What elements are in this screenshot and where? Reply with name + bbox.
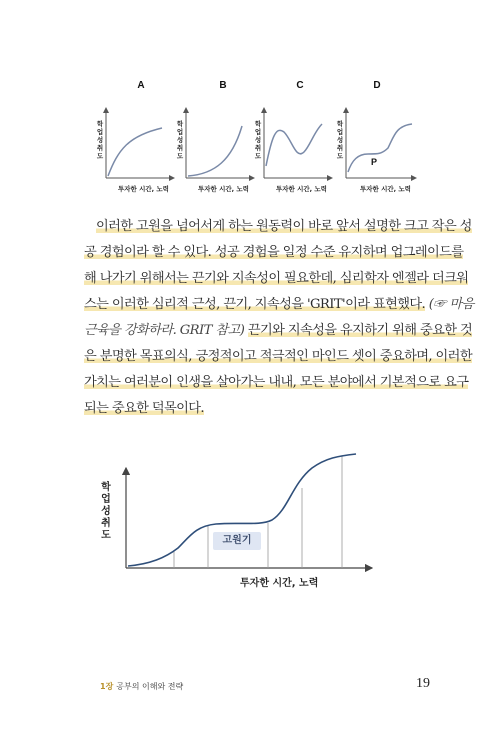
text-line-7-content: 가치는 여러분이 인생을 살아가는 내내, 모든 분야에서 기본적으로 요구 bbox=[84, 375, 469, 390]
mini-chart-d-ylabel: 학업성취도 bbox=[336, 120, 344, 160]
text-line-1 bbox=[84, 214, 472, 240]
mini-chart-d-letter: D bbox=[373, 80, 381, 91]
main-ylabel: 학업성취도 bbox=[101, 482, 111, 541]
text-line-3 bbox=[84, 266, 469, 292]
mini-chart-d bbox=[346, 108, 416, 178]
mini-chart-b-letter: B bbox=[219, 80, 227, 91]
page-number: 19 bbox=[416, 676, 430, 691]
plateau-badge: 고원기 bbox=[213, 532, 261, 550]
text-line-2 bbox=[84, 240, 464, 266]
curve-a bbox=[108, 128, 162, 176]
text-line-4-content: 스는 이러한 심리적 근성, 끈기, 지속성을 'GRIT'이라 표현했다. bbox=[84, 297, 426, 312]
mini-chart-c-letter: C bbox=[296, 80, 304, 91]
mini-figures bbox=[0, 0, 500, 200]
mini-chart-c-ylabel: 학업성취도 bbox=[254, 120, 262, 160]
curve-c bbox=[266, 124, 322, 166]
text-line-6-content: 은 분명한 목표의식, 긍정적이고 적극적인 마인드 셋이 중요하며, 이러한 bbox=[84, 349, 472, 364]
body-paragraph bbox=[84, 214, 474, 422]
mini-chart-a-ylabel: 학업성취도 bbox=[96, 120, 104, 160]
text-line-5 bbox=[84, 318, 473, 344]
text-line-3-content: 해 나가기 위해서는 끈기와 지속성이 필요한데, 심리학자 엔젤라 더크워 bbox=[84, 271, 469, 286]
footer-chapter bbox=[100, 681, 183, 692]
text-line-5-content: 끈기와 지속성을 유지하기 위해 중요한 것 bbox=[247, 323, 473, 338]
mini-chart-d-xlabel: 투자한 시간, 노력 bbox=[360, 185, 411, 193]
text-line-4-reference: (☞ 마음 bbox=[428, 297, 474, 312]
chapter-title: 공부의 이해와 전략 bbox=[116, 682, 184, 691]
mini-chart-b-ylabel: 학업성취도 bbox=[176, 120, 184, 160]
text-line-2-content: 공 경험이라 할 수 있다. 성공 경험을 일정 수준 유지하며 업그레이드를 bbox=[84, 245, 464, 260]
text-line-6 bbox=[84, 344, 472, 370]
text-line-8 bbox=[84, 396, 424, 422]
chapter-number: 1장 bbox=[100, 682, 114, 691]
mini-chart-a bbox=[106, 108, 174, 178]
mini-chart-b bbox=[186, 108, 254, 178]
mini-chart-d-point-label: P bbox=[370, 157, 377, 167]
text-line-8-content: 되는 중요한 덕목이다. bbox=[84, 401, 205, 416]
mini-figures-svg bbox=[0, 0, 500, 200]
text-line-4 bbox=[84, 292, 474, 318]
text-line-7 bbox=[84, 370, 469, 396]
mini-chart-a-letter: A bbox=[137, 80, 145, 91]
mini-chart-c bbox=[264, 108, 332, 178]
text-line-5-reference: 근육을 강화하라. GRIT 참고) bbox=[84, 323, 245, 338]
mini-chart-a-xlabel: 투자한 시간, 노력 bbox=[118, 185, 169, 193]
curve-b bbox=[188, 126, 242, 176]
main-xlabel: 투자한 시간, 노력 bbox=[240, 578, 319, 589]
mini-chart-b-xlabel: 투자한 시간, 노력 bbox=[198, 185, 249, 193]
mini-chart-c-xlabel: 투자한 시간, 노력 bbox=[276, 185, 327, 193]
text-line-1-content: 이러한 고원을 넘어서게 하는 원동력이 바로 앞서 설명한 크고 작은 성 bbox=[96, 219, 472, 234]
